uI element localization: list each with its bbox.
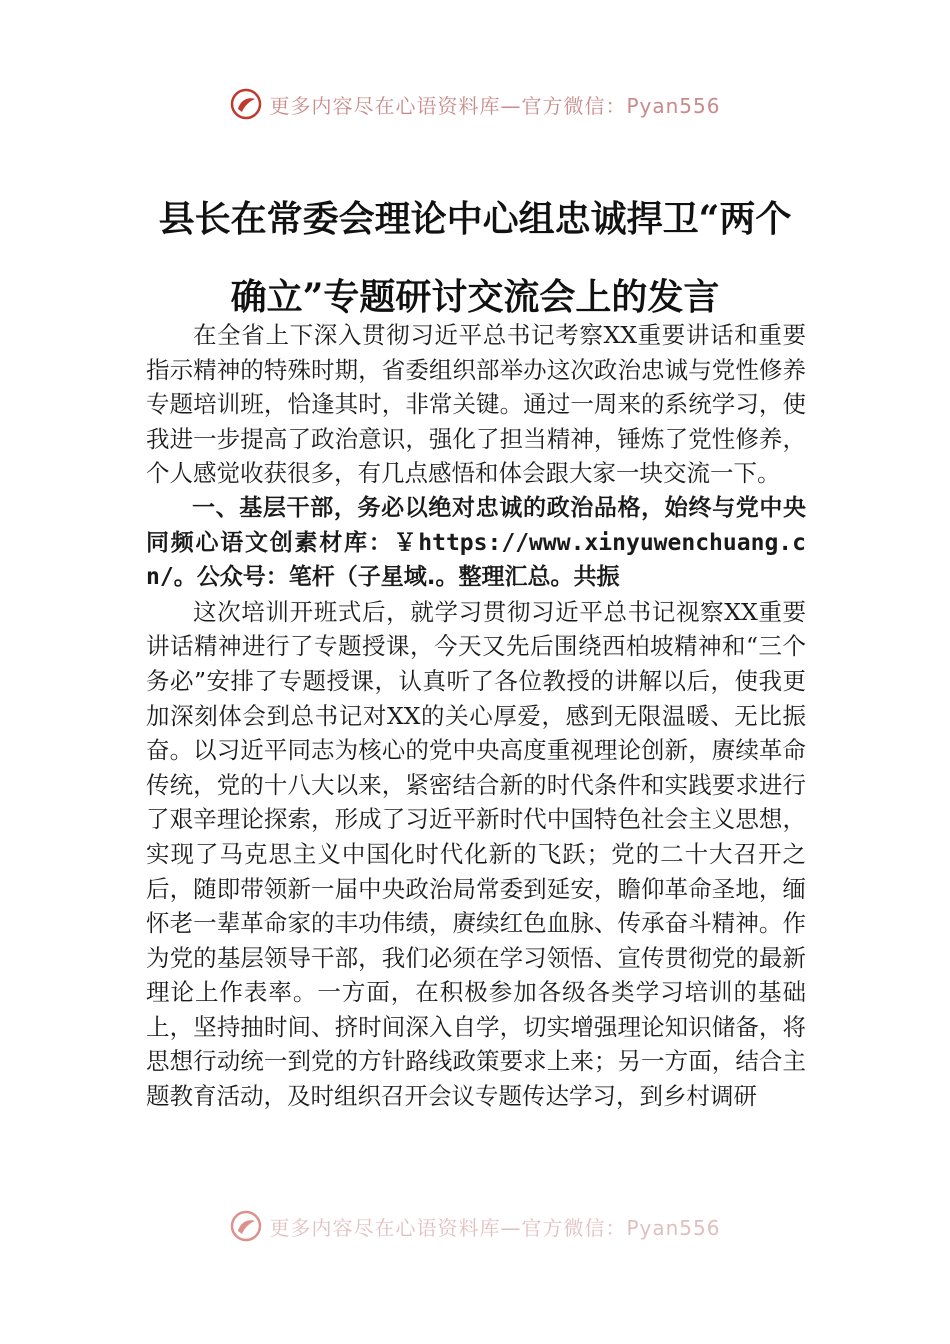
section-heading-1 bbox=[146, 491, 806, 595]
red-seal-logo-icon bbox=[229, 1209, 263, 1243]
header-watermark bbox=[0, 84, 950, 124]
document-body bbox=[146, 318, 806, 1114]
section-heading-1-text: 一、基层干部，务必以绝对忠诚的政治品格，始终与党中央同频心语文创素材库：￥ bbox=[146, 494, 806, 556]
watermark-text: 更多内容尽在心语资料库—官方微信：Pyan556 bbox=[269, 1215, 721, 1240]
section-heading-1-url: https://www.xinyuwenchuang.cn/ bbox=[146, 529, 806, 591]
section-heading-1-tail: 。公众号：笔杆（子星域.。整理汇总。共振 bbox=[173, 564, 620, 591]
title-line-2: 确立”专题研讨交流会上的发言 bbox=[230, 276, 720, 318]
paragraph-intro: 在全省上下深入贯彻习近平总书记考察XX重要讲话和重要指示精神的特殊时期，省委组织部举办这次政治忠诚与党性修养专题培训班，恰逢其时，非常关键。通过一周来的系统学习，使我进一步提高了政治意识，强化了担当精神，锤炼了党性修养，个人感觉收获很多，有几点感悟和体会跟大家一块交流一下。 bbox=[146, 321, 806, 488]
document-title bbox=[140, 180, 810, 336]
watermark-text: 更多内容尽在心语资料库—官方微信：Pyan556 bbox=[269, 93, 721, 118]
footer-watermark bbox=[0, 1206, 950, 1246]
paragraph-section-1: 这次培训开班式后，就学习贯彻习近平总书记视察XX重要讲话精神进行了专题授课，今天又先后围绕西柏坡精神和“三个务必”安排了专题授课，认真听了各位教授的讲解以后，使我更加深刻体会到总书记对XX的关心厚爱，感到无限温暖、无比振奋。以习近平同志为核心的党中央高度重视理论创新，赓续革命传统，党的十八大以来，紧密结合新的时代条件和实践要求进行了艰辛理论探索，形成了习近平新时代中国特色社会主义思想，实现了马克思主义中国化时代化新的飞跃；党的二十大召开之后，随即带领新一届中央政治局常委到延安，瞻仰革命圣地，缅怀老一辈革命家的丰功伟绩，赓续红色血脉、传承奋斗精神。作为党的基层领导干部，我们必须在学习领悟、宣传贯彻党的最新理论上作表率。一方面，在积极参加各级各类学习培训的基础上，坚持抽时间、挤时间深入自学，切实增强理论知识储备，将思想行动统一到党的方针路线政策要求上来；另一方面，结合主题教育活动，及时组织召开会议专题传达学习，到乡村调研 bbox=[146, 597, 806, 1111]
title-line-1: 县长在常委会理论中心组忠诚捍卫“两个 bbox=[158, 198, 792, 240]
red-seal-logo-icon bbox=[229, 87, 263, 121]
